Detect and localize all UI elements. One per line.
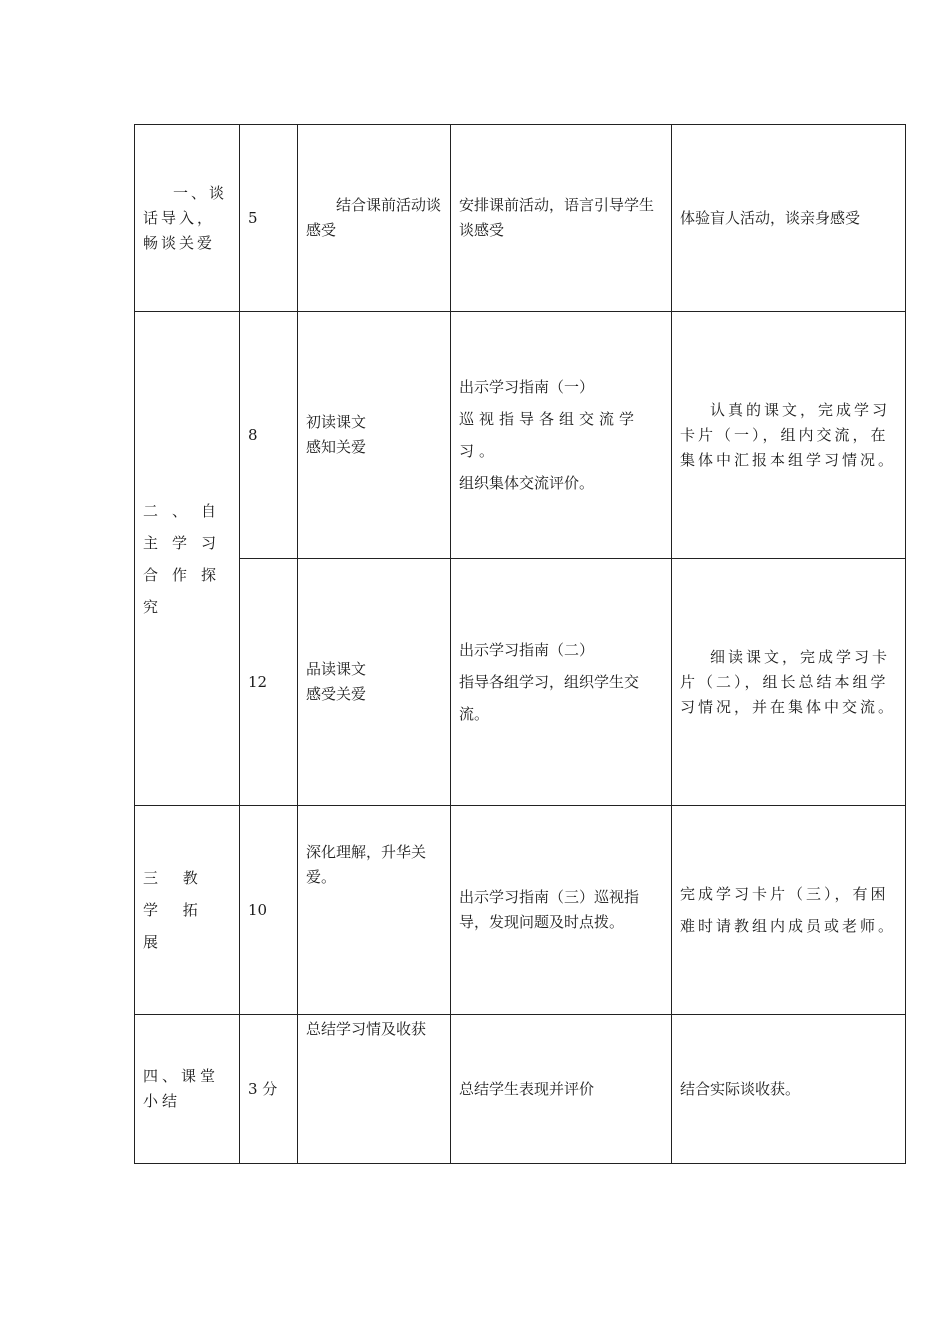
teacher-activity-cell [451,559,672,806]
content-cell: 结合课前活动谈感受 [298,125,451,312]
teacher-activity-cell: 总结学生表现并评价 [451,1015,672,1164]
content-line: 感受关爱 [306,685,367,703]
teacher-activity-cell: 安排课前活动，语言引导学生谈感受 [451,125,672,312]
time-cell: 3 分 [240,1015,298,1164]
time-cell: 10 [240,806,298,1015]
lesson-plan-table [134,124,906,1164]
teacher-line: 巡视指导各组交流学习。 [459,410,640,460]
table-row [135,125,906,312]
content-line: 品读课文 [306,660,367,678]
stage-cell: 三 教 学 拓展 [135,806,240,1015]
student-activity-cell: 完成学习卡片（三），有困难时请教组内成员或老师。 [672,806,906,1015]
time-cell: 12 [240,559,298,806]
time-cell: 5 [240,125,298,312]
stage-cell: 一、谈话导入，畅谈关爱 [135,125,240,312]
content-line: 感知关爱 [306,438,367,456]
teacher-line: 出示学习指南（二） [459,641,595,659]
table-row [135,1015,906,1164]
teacher-line: 组织集体交流评价。 [459,474,595,492]
teacher-activity-cell: 出示学习指南（三）巡视指导，发现问题及时点拨。 [451,806,672,1015]
time-cell: 8 [240,312,298,559]
content-cell: 深化理解，升华关爱。 [298,806,451,1015]
student-activity-cell: 细读课文，完成学习卡片（二），组长总结本组学习情况，并在集体中交流。 [672,559,906,806]
teacher-activity-cell [451,312,672,559]
content-line: 初读课文 [306,413,367,431]
table-row [135,312,906,559]
table-row [135,806,906,1015]
student-activity-cell: 体验盲人活动，谈亲身感受 [672,125,906,312]
stage-cell: 四、课堂小结 [135,1015,240,1164]
stage-cell: 二、自主学习合作探究 [135,312,240,806]
teacher-line: 出示学习指南（一） [459,378,595,396]
teacher-line: 指导各组学习，组织学生交流。 [459,673,640,723]
table-row [135,559,906,806]
student-activity-cell: 认真的课文，完成学习卡片（一），组内交流，在集体中汇报本组学习情况。 [672,312,906,559]
content-cell: 总结学习情及收获 [298,1015,451,1164]
student-activity-cell: 结合实际谈收获。 [672,1015,906,1164]
content-cell [298,559,451,806]
content-cell [298,312,451,559]
